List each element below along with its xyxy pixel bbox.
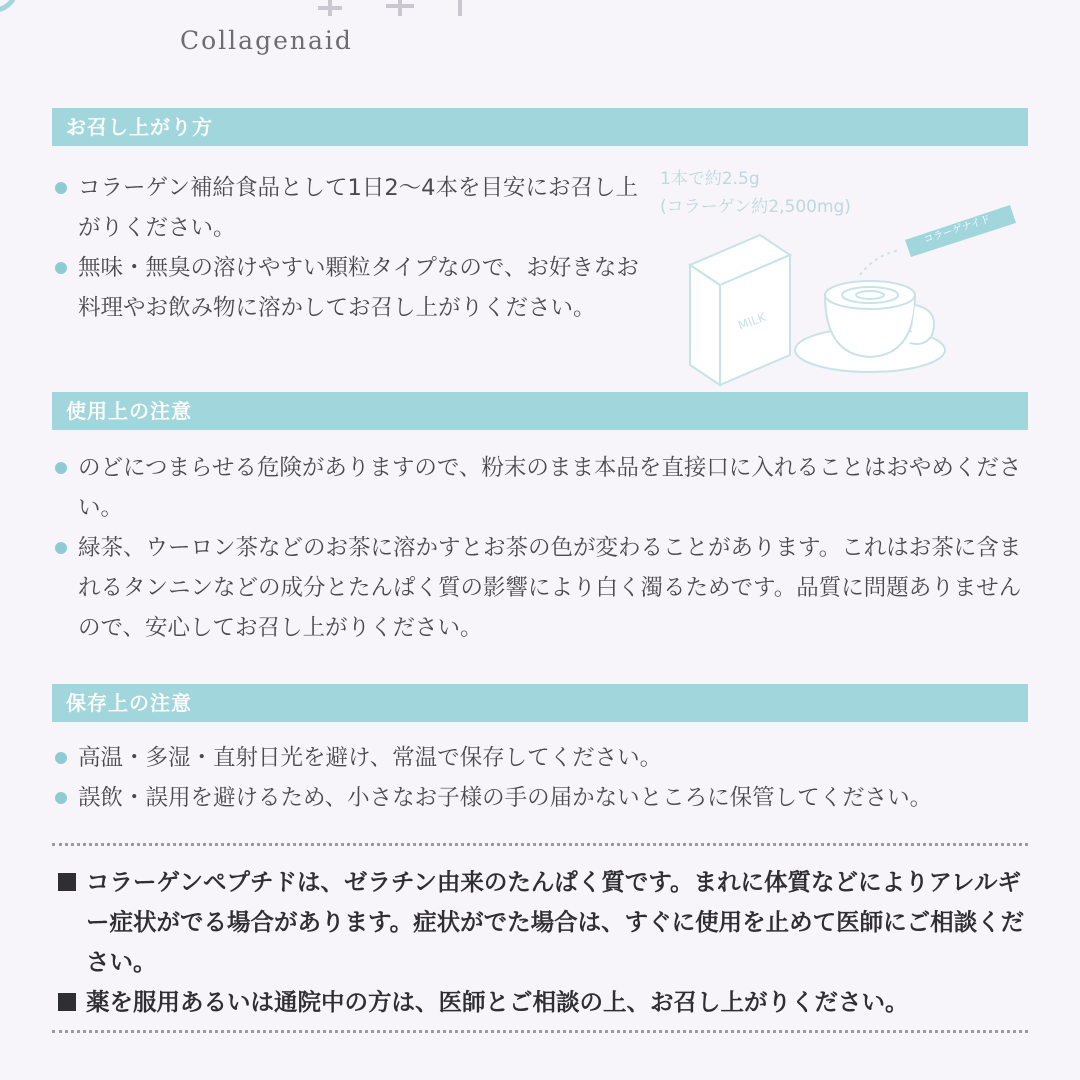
- divider: [52, 843, 1028, 846]
- usage-caution-list: [52, 448, 1030, 648]
- warning-item: コラーゲンペプチドは、ゼラチン由来のたんぱく質です。まれに体質などによりアレルギー症状がでる場合があります。症状がでた場合は、すぐに使用を止めて医師にご相談ください。: [58, 862, 1030, 982]
- section-header-usage-caution: 使用上の注意: [52, 392, 1028, 430]
- coffee-cup-icon: [795, 281, 945, 372]
- section-header-how-to: お召し上がり方: [52, 108, 1028, 146]
- list-item: コラーゲン補給食品として1日2〜4本を目安にお召し上がりください。: [52, 168, 642, 248]
- brand-logo-cropped: [0, 0, 1080, 26]
- stick-pack-icon: [860, 205, 1016, 275]
- serving-illustration: [660, 165, 1030, 395]
- brand-subtitle: Collagenaid: [180, 26, 353, 55]
- storage-caution-list: [52, 738, 1030, 818]
- list-item: 緑茶、ウーロン茶などのお茶に溶かすとお茶の色が変わることがあります。これはお茶に含まれるタンニンなどの成分とたんぱく質の影響により白く濁るためです。品質に問題ありませんので、安心してお召し上がりください。: [52, 528, 1030, 648]
- list-item: 高温・多湿・直射日光を避け、常温で保存してください。: [52, 738, 1030, 778]
- list-item: 無味・無臭の溶けやすい顆粒タイプなので、お好きなお料理やお飲み物に溶かしてお召し上がりください。: [52, 248, 642, 328]
- section-header-storage-caution: 保存上の注意: [52, 684, 1028, 722]
- serving-amount: 1本で約2.5g: [660, 169, 760, 189]
- stick-label: コラーゲナイド: [922, 213, 992, 246]
- how-to-list: [52, 168, 642, 328]
- collagen-amount: (コラーゲン約2,500mg): [660, 197, 851, 217]
- warning-list: [58, 862, 1030, 1022]
- milk-carton-icon: [690, 235, 790, 385]
- list-item: 誤飲・誤用を避けるため、小さなお子様の手の届かないところに保管してください。: [52, 778, 1030, 818]
- carton-label: MILK: [736, 309, 768, 333]
- warning-item: 薬を服用あるいは通院中の方は、医師とご相談の上、お召し上がりください。: [58, 982, 1030, 1022]
- list-item: のどにつまらせる危険がありますので、粉末のまま本品を直接口に入れることはおやめください。: [52, 448, 1030, 528]
- divider: [52, 1030, 1028, 1033]
